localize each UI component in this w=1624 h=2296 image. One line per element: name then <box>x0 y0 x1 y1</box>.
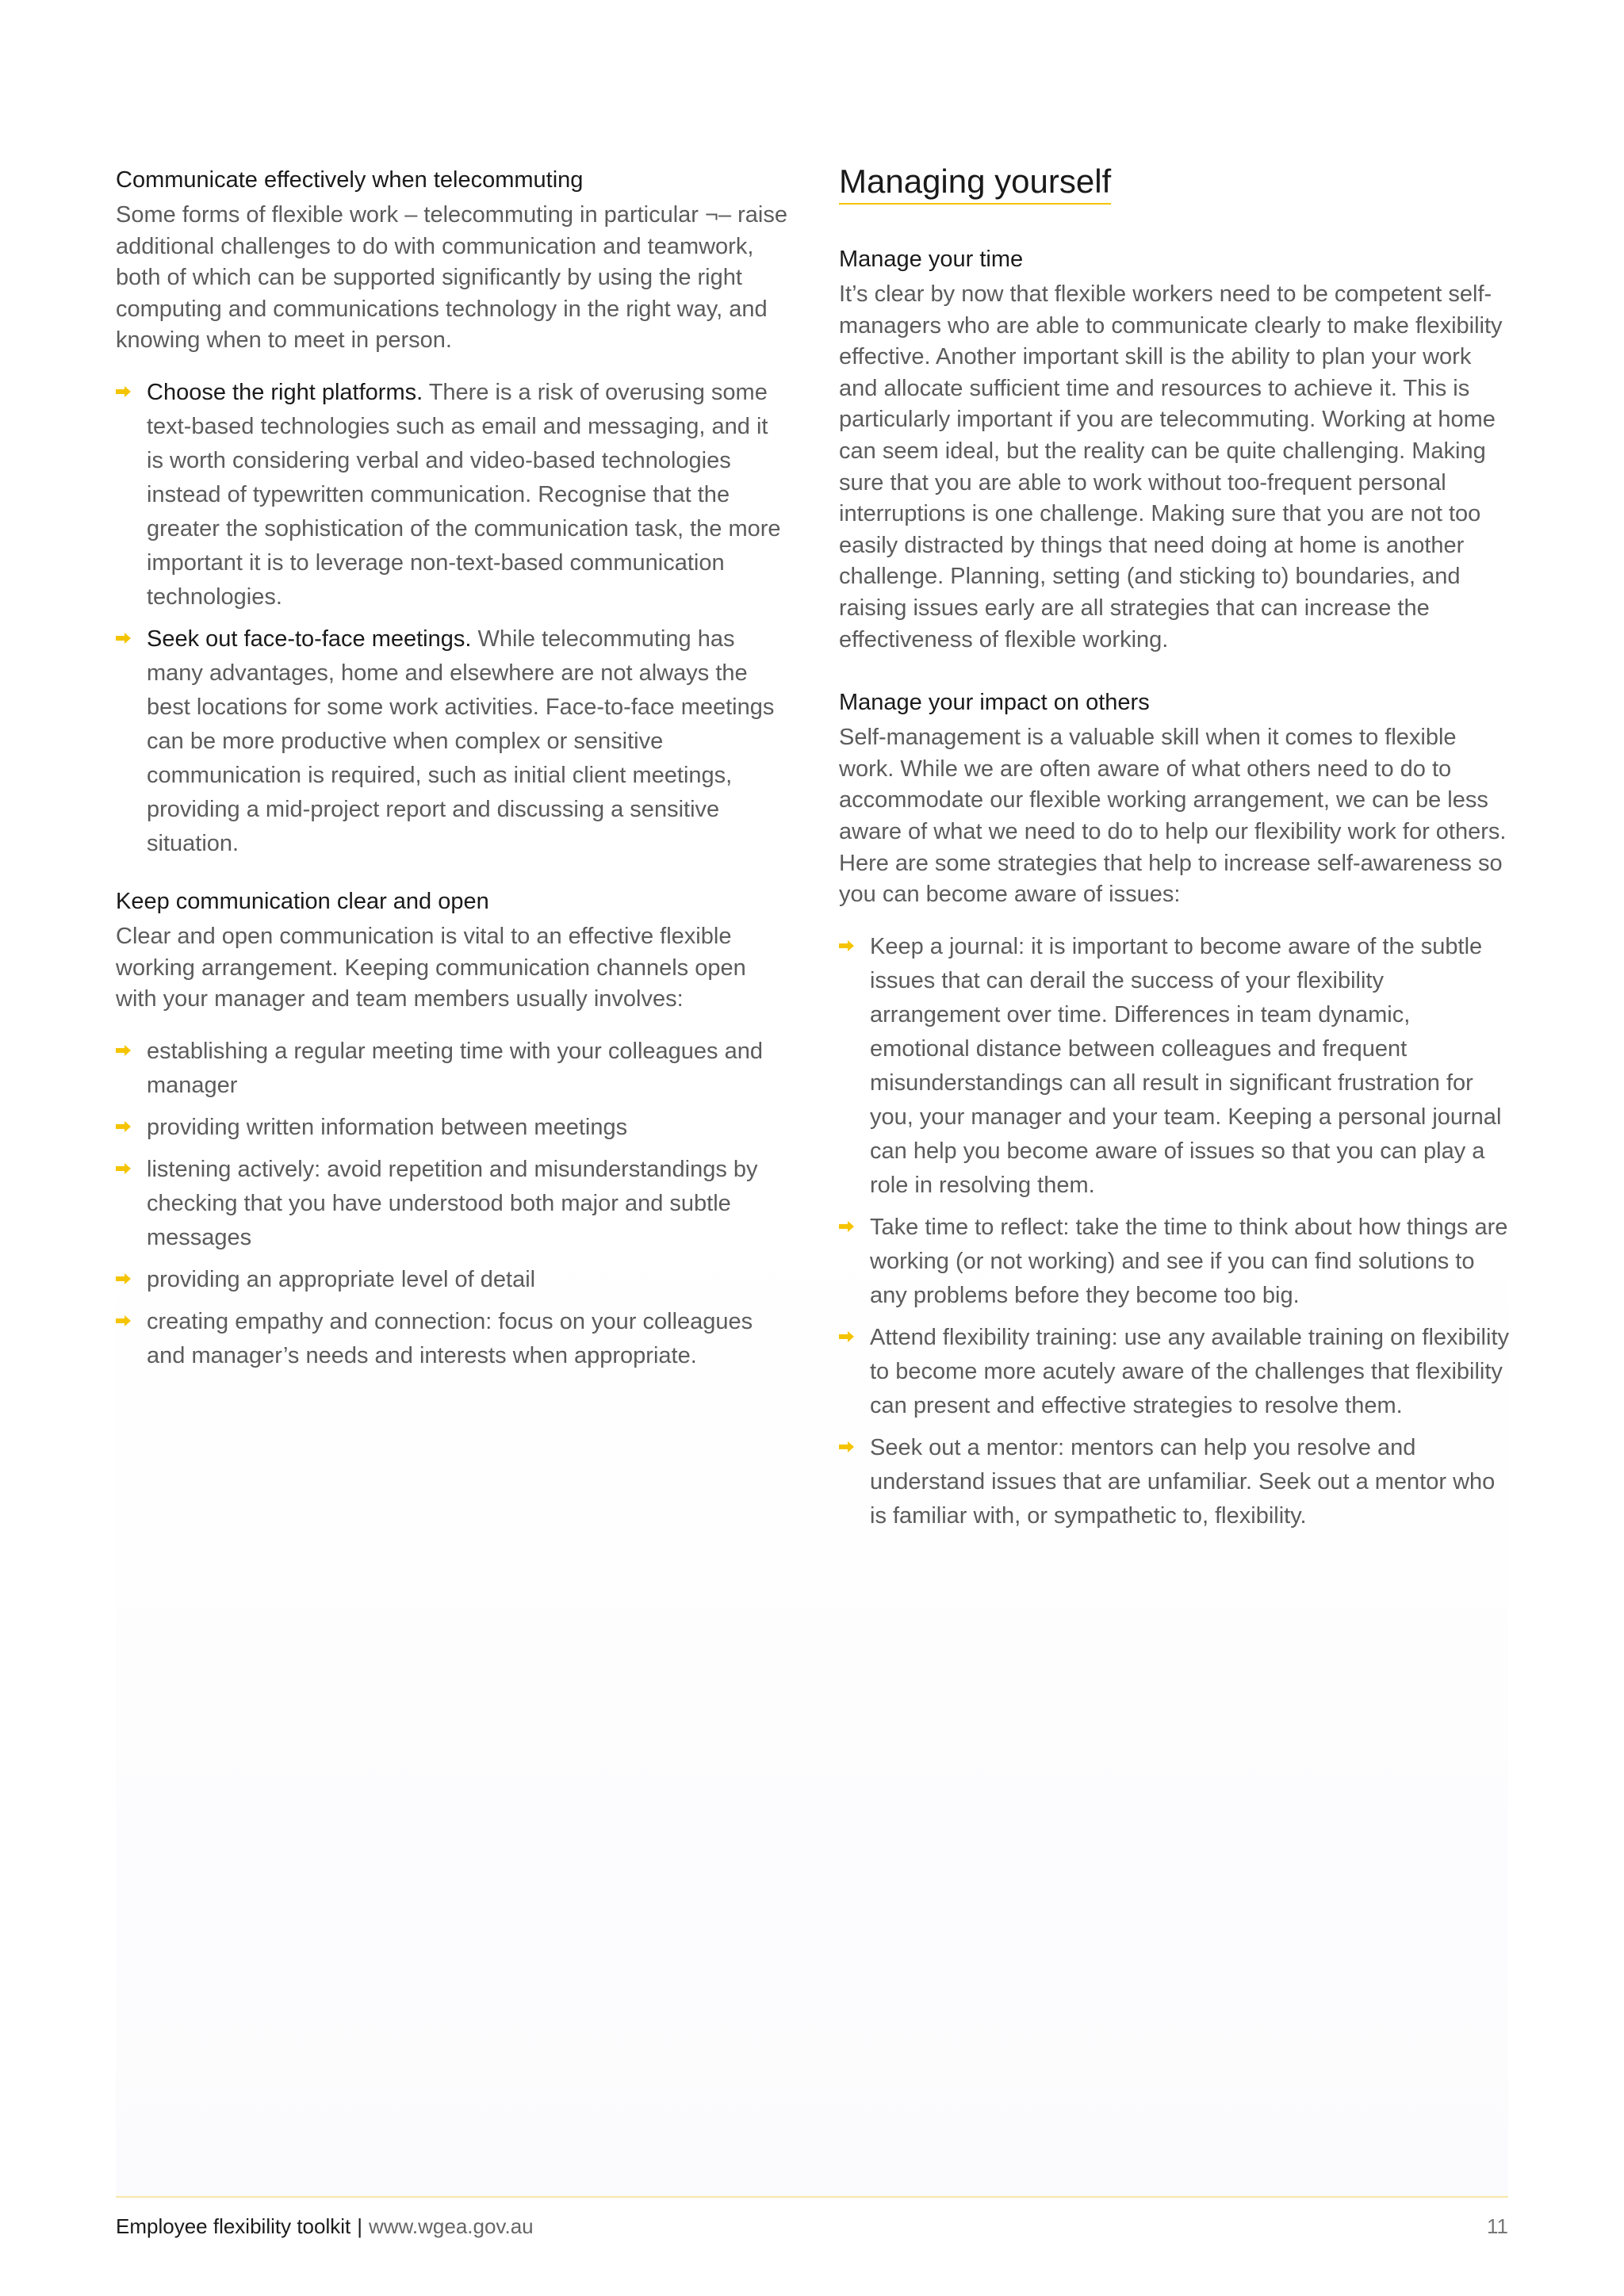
list-item <box>839 1431 1513 1533</box>
arrow-bullet-icon <box>839 943 848 948</box>
bullet-lead: Choose the right platforms. <box>147 379 423 405</box>
footer-website-link[interactable]: www.wgea.gov.au <box>369 2214 534 2238</box>
left-column <box>116 165 790 1373</box>
arrow-bullet-icon <box>839 1334 848 1339</box>
impact-intro: Self-management is a valuable skill when it comes to flexible work. While we are often aware of what others need to do to accommodate our flexible working arrangement, we can be less aware of what we need to do to help our flexibility work for others. Here are some strategies that help to increase self-awareness so you can become aware of issues: <box>839 725 1507 908</box>
page-footer <box>116 2210 1508 2242</box>
list-item <box>116 1153 790 1255</box>
page-number: 11 <box>1487 2214 1508 2238</box>
page-heading: Managing yourself <box>839 163 1111 205</box>
section-title-impact: Manage your impact on others <box>839 690 1150 716</box>
section-title-time: Manage your time <box>839 247 1024 272</box>
arrow-bullet-icon <box>116 1276 124 1281</box>
bullet-text: Keep a journal: it is important to become aware of the subtle issues that can derail the success of your flexibility arrangement over time. Differences in team dynamic, emotional distance between colleagues and frequent misunderstandings can all result in significant frustration for you, your manager and your team. Keeping a personal journal can help you become aware of issues so that you can play a role in resolving them. <box>870 933 1502 1198</box>
section-title-telecommuting: Communicate effectively when telecommuting <box>116 167 584 193</box>
arrow-bullet-icon <box>839 1445 848 1449</box>
list-item <box>116 1305 790 1373</box>
bullet-text: creating empathy and connection: focus on your colleagues and manager’s needs and interests when appropriate. <box>147 1308 753 1368</box>
bullet-text: Attend flexibility training: use any available training on flexibility to become more acutely aware of the challenges that flexibility can present and effective strategies to resolve them. <box>870 1324 1509 1418</box>
bullet-text: Seek out a mentor: mentors can help you resolve and understand issues that are unfamiliar. Seek out a mentor who is familiar with, or sympathetic to, flexibility. <box>870 1434 1496 1529</box>
arrow-bullet-icon <box>116 1124 124 1129</box>
list-item <box>116 1263 790 1297</box>
arrow-bullet-icon <box>116 1166 124 1171</box>
section-title-communication: Keep communication clear and open <box>116 888 489 914</box>
bullet-text: providing written information between meetings <box>147 1114 628 1140</box>
footer-divider <box>116 2196 1508 2198</box>
bullet-text: providing an appropriate level of detail <box>147 1266 536 1292</box>
communication-bullet-list <box>116 1035 790 1373</box>
telecommuting-intro: Some forms of flexible work – telecommuting in particular ¬– raise additional challenges to do with communication and teamwork, both of which can be supported significantly by using the right computing and communications technology in the right way, and knowing when to meet in person. <box>116 202 787 354</box>
telecommuting-bullet-list <box>116 376 790 861</box>
list-item <box>839 1321 1513 1423</box>
bullet-lead: Seek out face-to-face meetings. <box>147 626 472 652</box>
arrow-bullet-icon <box>116 389 124 394</box>
list-item <box>116 1111 790 1145</box>
list-item <box>116 622 790 861</box>
arrow-bullet-icon <box>116 1048 124 1053</box>
impact-bullet-list <box>839 930 1513 1533</box>
bullet-text: establishing a regular meeting time with your colleagues and manager <box>147 1038 763 1098</box>
time-body: It’s clear by now that flexible workers need to be competent self-managers who are able to communicate clearly to make flexibility effective. Another important skill is the ability to plan your work and allocate sufficient time and resources to achieve it. This is particularly important if you are telecommuting. Working at home can seem ideal, but the reality can be quite challenging. Making sure that you are able to work without too-frequent personal interruptions is one challenge. Making sure that you are not too easily distracted by things that need doing at home is another challenge. Planning, setting (and sticking to) boundaries, and raising issues early are all strategies that can increase the effectiveness of flexible working. <box>839 281 1503 652</box>
arrow-bullet-icon <box>839 1224 848 1229</box>
bullet-text: Take time to reflect: take the time to think about how things are working (or not working) and see if you can find solutions to any problems before they become too big. <box>870 1214 1508 1308</box>
arrow-bullet-icon <box>116 636 124 641</box>
bullet-text: While telecommuting has many advantages, home and elsewhere are not always the best locations for some work activities. Face-to-face meetings can be more productive when complex or sensitive communication is required, such as initial client meetings, providing a mid-project report and discussing a sensitive situation. <box>147 626 775 856</box>
list-item <box>116 1035 790 1103</box>
list-item <box>116 376 790 614</box>
list-item <box>839 1211 1513 1313</box>
list-item <box>839 930 1513 1203</box>
bullet-text: There is a risk of overusing some text-based technologies such as email and messaging, and it is worth considering verbal and video-based technologies instead of typewritten communication. Recognise that the greater the sophistication of the communication task, the more important it is to leverage non-text-based communication technologies. <box>147 379 781 610</box>
arrow-bullet-icon <box>116 1318 124 1323</box>
bullet-text: listening actively: avoid repetition and misunderstandings by checking that you have understood both major and subtle messages <box>147 1156 758 1250</box>
right-column <box>839 163 1513 1533</box>
footer-separator: | <box>357 2214 362 2238</box>
footer-document-title: Employee flexibility toolkit <box>116 2214 351 2238</box>
communication-intro: Clear and open communication is vital to an effective flexible working arrangement. Keeping communication channels open with your manager and team members usually involves: <box>116 923 746 1012</box>
